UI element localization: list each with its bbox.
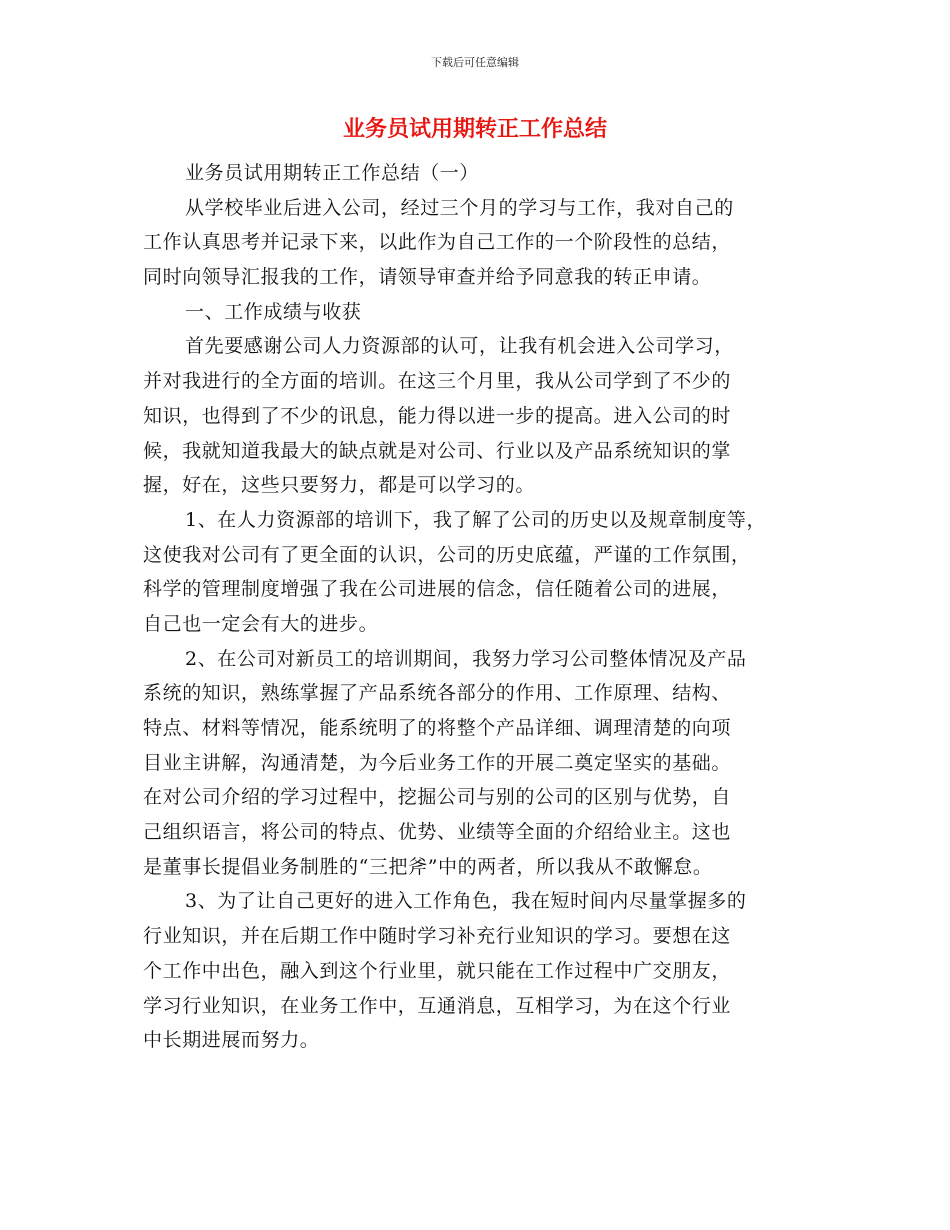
body-line: 系统的知识，熟练掌握了产品系统各部分的作用、工作原理、结构、 — [143, 682, 732, 705]
body-line: 科学的管理制度增强了我在公司进展的信念，信任随着公司的进展， — [143, 578, 732, 601]
body-line: 这使我对公司有了更全面的认识，公司的历史底蕴，严谨的工作氛围， — [143, 543, 751, 566]
document-body — [143, 156, 823, 1058]
body-line: 自己也一定会有大的进步。 — [143, 612, 379, 635]
header-note: 下载后可任意编辑 — [431, 56, 519, 69]
body-line: 工作认真思考并记录下来，以此作为自己工作的一个阶段性的总结， — [143, 231, 732, 254]
body-line: 一、工作成绩与收获 — [185, 300, 362, 323]
body-line: 3、为了让自己更好的进入工作角色，我在短时间内尽量掌握多的 — [185, 890, 747, 913]
body-line: 从学校毕业后进入公司，经过三个月的学习与工作，我对自己的 — [185, 196, 734, 219]
body-line: 行业知识，并在后期工作中随时学习补充行业知识的学习。要想在这 — [143, 925, 732, 948]
body-line: 1、在人力资源部的培训下，我了解了公司的历史以及规章制度等， — [185, 508, 767, 531]
body-line: 个工作中出色，融入到这个行业里，就只能在工作过程中广交朋友， — [143, 959, 732, 982]
body-line: 是董事长提倡业务制胜的“三把斧”中的两者，所以我从不敢懈怠。 — [143, 855, 713, 878]
body-line: 同时向领导汇报我的工作，请领导审查并给予同意我的转正申请。 — [143, 266, 712, 289]
body-line: 己组织语言，将公司的特点、优势、业绩等全面的介绍给业主。这也 — [143, 821, 732, 844]
body-line: 中长期进展而努力。 — [143, 1029, 320, 1052]
body-line: 首先要感谢公司人力资源部的认可，让我有机会进入公司学习， — [185, 335, 734, 358]
body-line: 并对我进行的全方面的培训。在这三个月里，我从公司学到了不少的 — [143, 370, 732, 393]
body-line: 特点、材料等情况，能系统明了的将整个产品详细、调理清楚的向项 — [143, 717, 732, 739]
document-title: 业务员试用期转正工作总结 — [342, 117, 607, 142]
body-line: 2、在公司对新员工的培训期间，我努力学习公司整体情况及产品 — [185, 647, 747, 670]
body-line: 业务员试用期转正工作总结（一） — [185, 162, 480, 184]
body-line: 在对公司介绍的学习过程中，挖掘公司与别的公司的区别与优势，自 — [143, 786, 732, 809]
body-line: 知识，也得到了不少的讯息，能力得以进一步的提高。进入公司的时 — [143, 404, 732, 427]
body-line: 目业主讲解，沟通清楚，为今后业务工作的开展二奠定坚实的基础。 — [143, 751, 732, 774]
body-line: 握，好在，这些只要努力，都是可以学习的。 — [143, 474, 536, 497]
body-line: 候，我就知道我最大的缺点就是对公司、行业以及产品系统知识的掌 — [143, 439, 732, 462]
body-line: 学习行业知识，在业务工作中，互通消息，互相学习，为在这个行业 — [143, 994, 732, 1017]
